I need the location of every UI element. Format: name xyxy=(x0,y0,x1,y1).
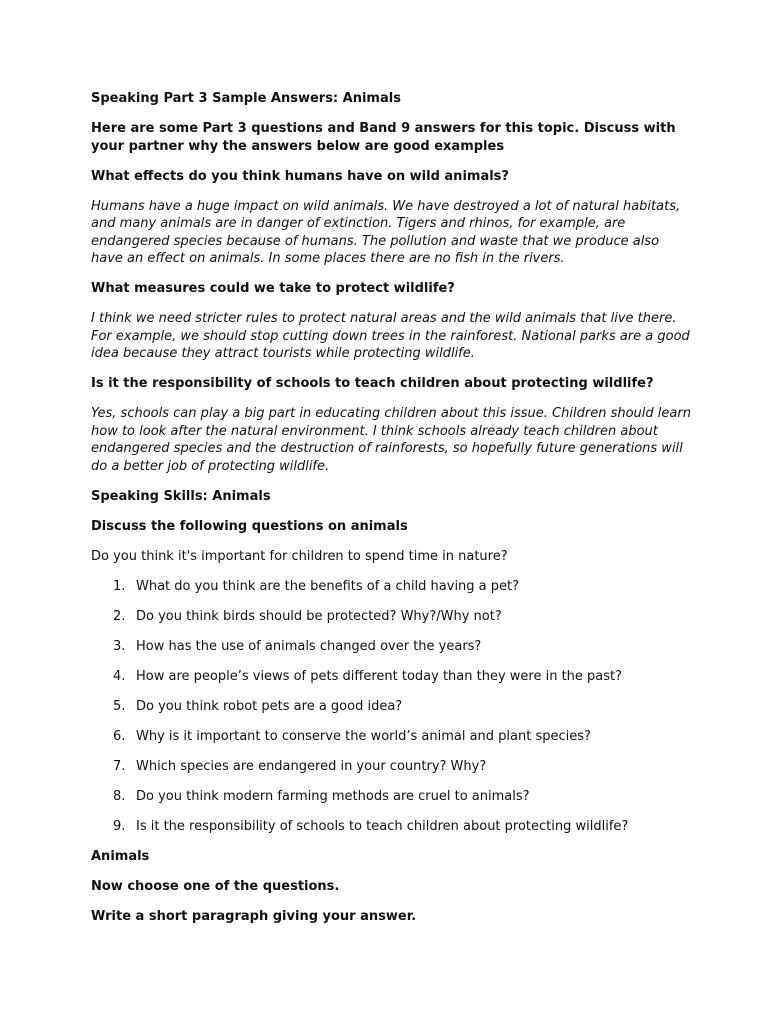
question-2-heading: What measures could we take to protect wildlife? xyxy=(91,281,455,296)
list-item-number: 7. xyxy=(113,758,126,774)
list-item-number: 3. xyxy=(113,638,126,654)
list-item xyxy=(91,698,691,716)
list-item xyxy=(91,668,691,686)
list-item-number: 2. xyxy=(113,608,126,624)
list-item-number: 5. xyxy=(113,698,126,714)
animals-heading: Animals xyxy=(91,848,150,864)
discuss-heading: Discuss the following questions on animals xyxy=(91,518,408,534)
list-item-number: 1. xyxy=(113,578,126,594)
write-instruction: Write a short paragraph giving your answer. xyxy=(91,908,417,924)
intro-text: Here are some Part 3 questions and Band 9 answers for this topic. Discuss with your partner why the answers below are good examples xyxy=(91,121,676,154)
question-1-heading: What effects do you think humans have on wild animals? xyxy=(91,168,509,184)
list-item-text: How are people’s views of pets different today than they were in the past? xyxy=(136,668,623,684)
list-item-number: 6. xyxy=(113,728,126,744)
list-item xyxy=(91,728,691,746)
list-item-number: 9. xyxy=(113,818,126,834)
list-item xyxy=(91,818,691,836)
list-item-text: Do you think birds should be protected? Why?/Why not? xyxy=(136,608,502,624)
answer-3-text: Yes, schools can play a big part in educating children about this issue. Children should learn how to look after the natural environment. I think schools already teach children about endangered species and the destruction of rainforests, so hopefully future generations will do a better job of protecting wildlife. xyxy=(91,406,691,474)
list-item-text: Do you think modern farming methods are cruel to animals? xyxy=(136,788,530,804)
list-item xyxy=(91,788,691,806)
list-item-text: Why is it important to conserve the world’s animal and plant species? xyxy=(136,728,591,744)
skills-heading: Speaking Skills: Animals xyxy=(91,488,271,504)
list-item-text: Which species are endangered in your country? Why? xyxy=(136,758,487,774)
document-page xyxy=(91,90,691,938)
list-item-text: Do you think robot pets are a good idea? xyxy=(136,698,403,714)
answer-2-text: I think we need stricter rules to protect natural areas and the wild animals that live there. For example, we should stop cutting down trees in the rainforest. National parks are a good idea because they attract tourists while protecting wildlife. xyxy=(91,311,690,361)
question-list xyxy=(91,578,691,836)
choose-instruction: Now choose one of the questions. xyxy=(91,878,340,894)
list-item-text: Is it the responsibility of schools to teach children about protecting wildlife? xyxy=(136,818,629,834)
list-item-text: What do you think are the benefits of a child having a pet? xyxy=(136,578,520,594)
list-item-text: How has the use of animals changed over the years? xyxy=(136,638,482,654)
document-title: Speaking Part 3 Sample Answers: Animals xyxy=(91,91,401,106)
list-item xyxy=(91,638,691,656)
list-item xyxy=(91,608,691,626)
list-item-number: 4. xyxy=(113,668,126,684)
list-item xyxy=(91,758,691,776)
list-item xyxy=(91,578,691,596)
question-3-heading: Is it the responsibility of schools to teach children about protecting wildlife? xyxy=(91,376,654,391)
answer-1-text: Humans have a huge impact on wild animals. We have destroyed a lot of natural habitats, and many animals are in danger of extinction. Tigers and rhinos, for example, are endangered species because of humans. The pollution and waste that we produce also have an effect on animals. In some places there are no fish in the rivers. xyxy=(91,198,681,266)
list-item-number: 8. xyxy=(113,788,126,804)
lead-question: Do you think it's important for children to spend time in nature? xyxy=(91,548,508,564)
